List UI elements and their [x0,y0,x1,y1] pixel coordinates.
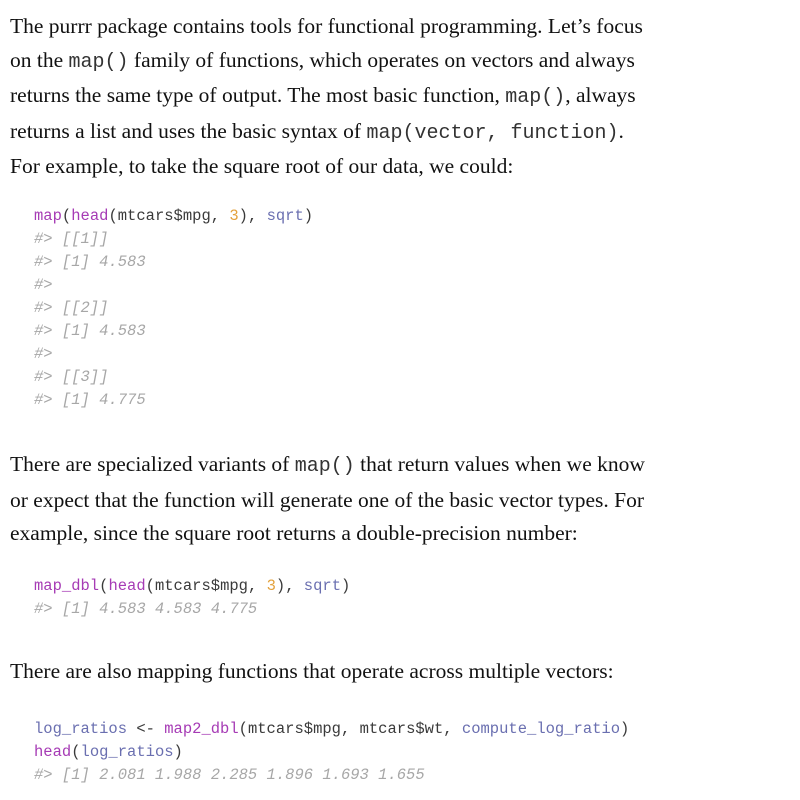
text-line: returns a list and uses the basic syntax of map(vector, function). [10,118,624,145]
code-block-map-dbl [34,575,350,621]
code-line: map_dbl(head(mtcars$mpg, 3), sqrt) [34,577,351,595]
text-line: on the map() family of functions, which operates on vectors and always [10,47,635,74]
text-line: returns the same type of output. The most basic function, map(), always [10,83,636,109]
code-line: head(log_ratios) [34,743,183,761]
code-output-line: #> [1] 4.583 4.583 4.775 [34,600,258,618]
code-line: map(head(mtcars$mpg, 3), sqrt) [34,207,314,225]
text-line: or expect that the function will generate one of the basic vector types. For [10,487,645,512]
code-output-line: #> [34,345,53,363]
code-line: log_ratios <- map2_dbl(mtcars$mpg, mtcars$wt, compute_log_ratio) [34,720,630,738]
inline-code: map() [68,50,129,74]
text-line: There are specialized variants of map() that return values when we know [10,452,645,478]
code-block-map2-dbl [34,718,629,787]
code-output-line: #> [1] 4.583 [34,253,146,271]
inline-code: map() [505,86,566,109]
code-block-map [34,205,313,412]
code-output-line: #> [[2]] [34,299,109,317]
paragraph-variants [10,448,795,551]
code-output-line: #> [1] 4.583 [34,322,146,340]
code-output-line: #> [1] 2.081 1.988 2.285 1.896 1.693 1.655 [34,766,425,784]
text-line: For example, to take the square root of our data, we could: [10,154,514,178]
text-line: There are also mapping functions that operate across multiple vectors: [10,659,614,683]
paragraph-multiple-vectors [10,655,795,689]
code-output-line: #> [34,276,53,294]
text-line: The purrr package contains tools for functional programming. Let’s focus [10,14,643,38]
paragraph-intro [10,10,795,184]
code-output-line: #> [1] 4.775 [34,391,146,409]
text-line: example, since the square root returns a double-precision number: [10,521,578,545]
code-output-line: #> [[3]] [34,368,109,386]
inline-code: map(vector, function) [366,121,619,145]
inline-code: map() [294,455,355,478]
code-output-line: #> [[1]] [34,230,109,248]
